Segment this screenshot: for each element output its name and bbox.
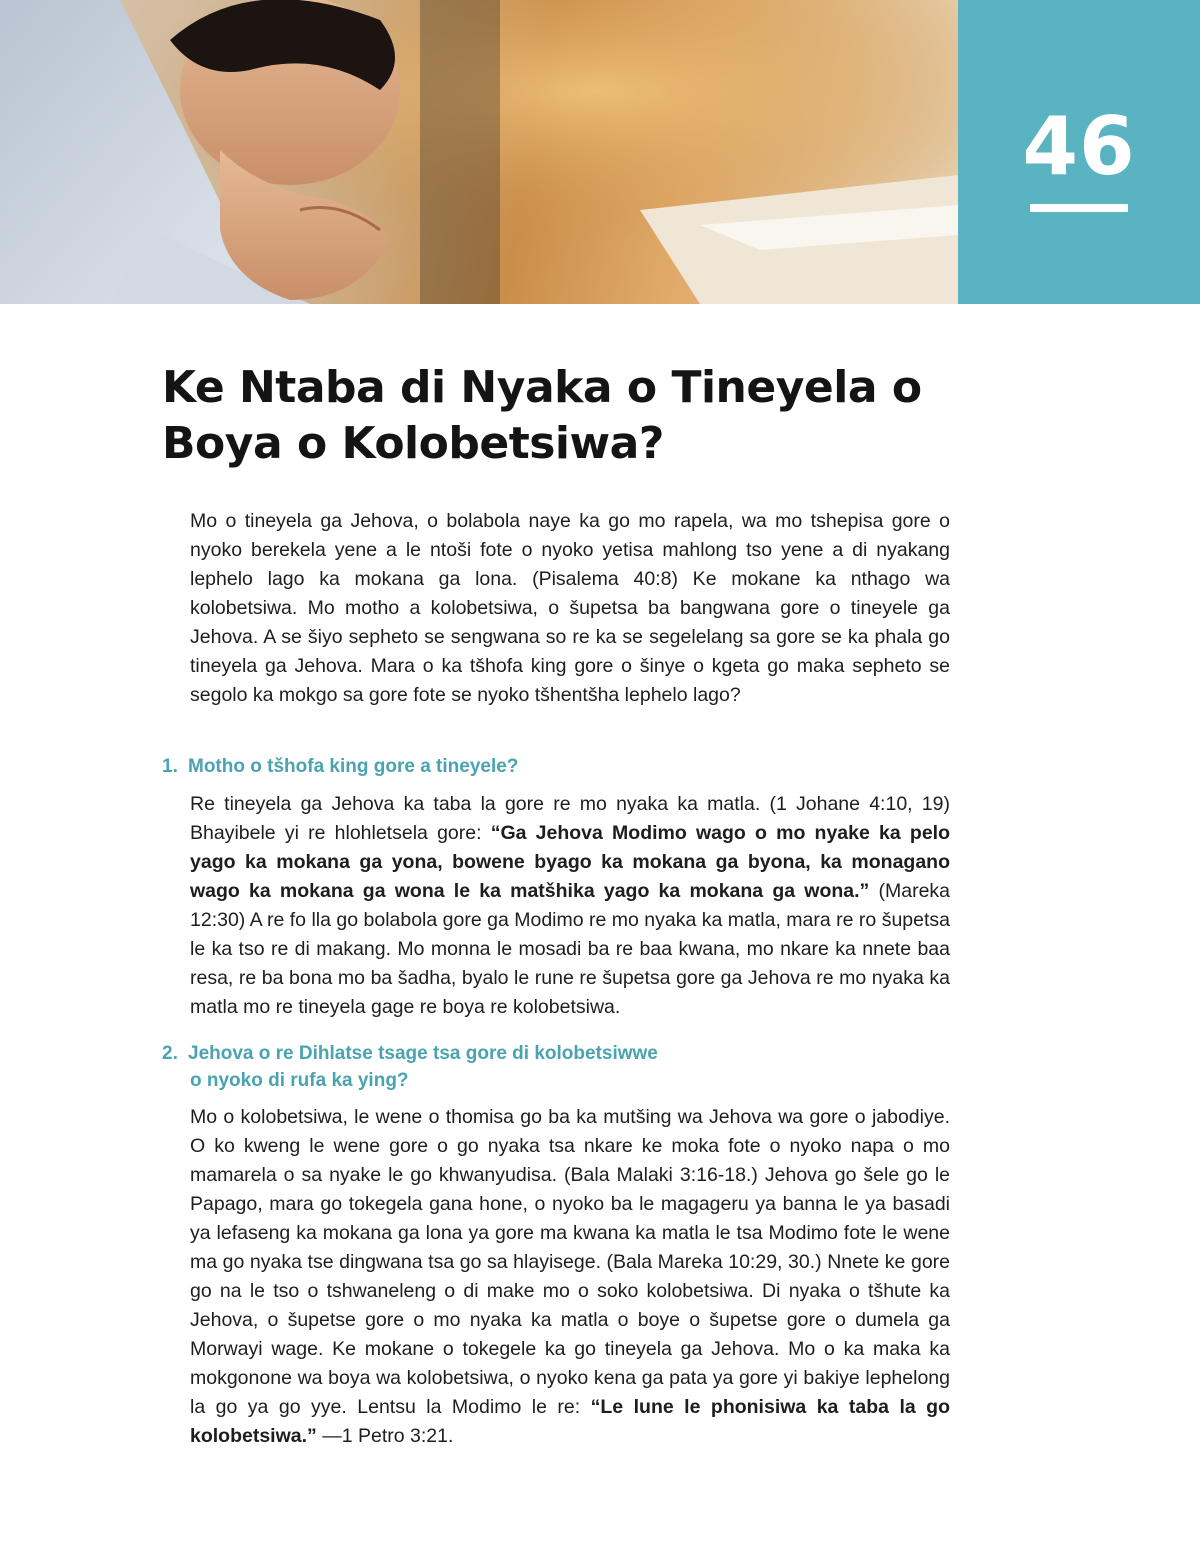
section-2-heading [162,1040,658,1094]
section-2-number: 2. [162,1043,178,1064]
title-line-2: Boya o Kolobetsiwa? [162,418,664,469]
section-2-body [190,1103,950,1451]
section-2-text-b: —1 Petro 3:21. [316,1425,454,1447]
intro-paragraph: Mo o tineyela ga Jehova, o bolabola naye ka go mo rapela, wa mo tshepisa gore o nyoko berekela yene a le ntoši fote o nyoko yetisa mahlong tso yene a di nyakang lephelo lago ka mokana ga lona. (Pisalema 40:8) Ke mokane ka nthago wa kolobetsiwa. Mo motho a kolobetsiwa, o šupetsa ba bangwana gore o tineyele ga Jehova. A se šiyo sepheto se sengwana so re ka se segelelang sa gore se ka phala go tineyela ga Jehova. Mara o ka tšhofa king gore o šinye o kgeta go maka sepheto se segolo ka mokgo sa gore fote se nyoko tšhentšha lephelo lago? [190,510,950,706]
section-2-quote: “Le lune le phonisiwa ka taba la go kolobetsiwa.” [190,1396,950,1447]
chapter-badge [958,0,1200,304]
title-line-1: Ke Ntaba di Nyaka o Tineyela o [162,362,922,413]
section-2-text-a: Mo o kolobetsiwa, le wene o thomisa go ba ka mutšing wa Jehova wa gore o jabodiye. O ko kweng le wene gore o go nyaka tsa nkare ke moka fote o nyoko napa o mo mamarela o sa nyake le go khwanyudisa. (Bala Malaki 3:16-18.) Jehova go šele go le Papago, mara go tokegela gana hone, o nyoko ba le magageru ya banna le ya basadi ya lefaseng ka mokana ga lona ya gore ma kwana ka matla le tsa Modimo fote le wene ma go nyaka tse dingwana tsa go sa hlayisege. (Bala Mareka 10:29, 30.) Nnete ke gore go na le tso o tshwaneleng o di make mo o soko kolobetsiwa. Di nyaka o tšhute ka Jehova, o šupetse gore o mo nyaka ka matla o boye o šupetse gore o dumela ga Morwayi wage. Ke mokane o tokegele ka go tineyela ga Jehova. Mo o ka maka ka mokgonone wa boya wa kolobetsiwa, o nyoko kena ga pata ya gore yi bakiye lephelong la go ya go yye. Lentsu la Modimo le re: [190,1106,950,1418]
section-1-quote: “Ga Jehova Modimo wago o mo nyake ka pelo yago ka mokana ga yona, bowene byago ka mokana ga byona, ka monagano wago ka mokana ga wona le ka matšhika yago ka mokana ga wona.” [190,822,950,902]
section-1-body [190,790,950,1022]
section-2-heading-line-2: o nyoko di rufa ka ying? [190,1070,409,1091]
person-praying-photo [0,0,958,304]
chapter-number: 46 [1022,100,1136,193]
section-1-number: 1. [162,756,178,777]
header-photo [0,0,958,304]
chapter-underline [1030,204,1128,212]
section-1-text-b: (Mareka 12:30) A re fo lla go bolabola gore ga Modimo re mo nyaka ka matla, mara re ro šupetsa le ka tso re di makang. Mo monna le mosadi ba re baa kwana, mo nkare ka nnete baa resa, re ba bona mo ba šadha, byalo le rune re šupetsa gore ga Jehova re mo nyaka ka matla mo re tineyela gage re boya re kolobetsiwa. [190,880,951,1018]
page-title [162,360,962,472]
section-1-text-a: Re tineyela ga Jehova ka taba la gore re mo nyaka ka matla. (1 Johane 4:10, 19) Bhayibele yi re hlohletsela gore: [190,793,950,844]
section-1-heading-text: Motho o tšhofa king gore a tineyele? [188,756,519,777]
section-1-heading [162,753,518,780]
section-2-heading-line-1: Jehova o re Dihlatse tsage tsa gore di kolobetsiwwe [188,1043,658,1064]
